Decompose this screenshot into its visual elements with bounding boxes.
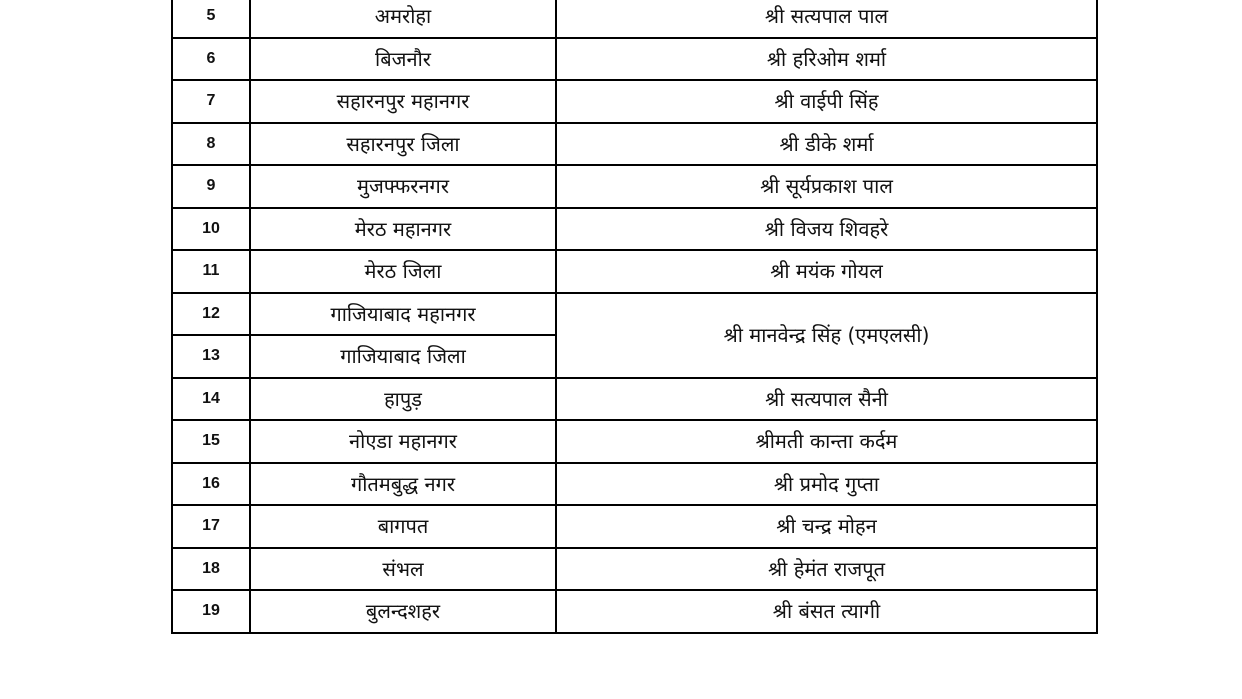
serial-number: 19 bbox=[172, 590, 250, 633]
person-name: श्री चन्द्र मोहन bbox=[556, 505, 1097, 548]
district-name: नोएडा महानगर bbox=[250, 420, 556, 463]
district-name: गाजियाबाद महानगर bbox=[250, 293, 556, 336]
person-name: श्री मयंक गोयल bbox=[556, 250, 1097, 293]
serial-number: 11 bbox=[172, 250, 250, 293]
person-name: श्री वाईपी सिंह bbox=[556, 80, 1097, 123]
district-name: मुजफ्फरनगर bbox=[250, 165, 556, 208]
person-name: श्रीमती कान्ता कर्दम bbox=[556, 420, 1097, 463]
serial-number: 10 bbox=[172, 208, 250, 251]
district-incharge-table bbox=[171, 0, 1098, 634]
table-row bbox=[172, 123, 1097, 166]
person-name: श्री हरिओम शर्मा bbox=[556, 38, 1097, 81]
serial-number: 18 bbox=[172, 548, 250, 591]
person-name: श्री बंसत त्यागी bbox=[556, 590, 1097, 633]
person-name: श्री सत्यपाल सैनी bbox=[556, 378, 1097, 421]
district-name: हापुड़ bbox=[250, 378, 556, 421]
table-row bbox=[172, 378, 1097, 421]
serial-number: 15 bbox=[172, 420, 250, 463]
serial-number: 14 bbox=[172, 378, 250, 421]
serial-number: 17 bbox=[172, 505, 250, 548]
person-name: श्री सत्यपाल पाल bbox=[556, 0, 1097, 38]
person-name: श्री हेमंत राजपूत bbox=[556, 548, 1097, 591]
district-name: सहारनपुर महानगर bbox=[250, 80, 556, 123]
district-name: मेरठ जिला bbox=[250, 250, 556, 293]
person-name: श्री प्रमोद गुप्ता bbox=[556, 463, 1097, 506]
table-row bbox=[172, 590, 1097, 633]
table-row bbox=[172, 250, 1097, 293]
table-row bbox=[172, 80, 1097, 123]
serial-number: 12 bbox=[172, 293, 250, 336]
district-name: संभल bbox=[250, 548, 556, 591]
person-name: श्री डीके शर्मा bbox=[556, 123, 1097, 166]
district-name: गौतमबुद्ध नगर bbox=[250, 463, 556, 506]
table-row bbox=[172, 420, 1097, 463]
person-name: श्री सूर्यप्रकाश पाल bbox=[556, 165, 1097, 208]
district-name: गाजियाबाद जिला bbox=[250, 335, 556, 378]
table-row bbox=[172, 208, 1097, 251]
table-row bbox=[172, 548, 1097, 591]
district-name: बिजनौर bbox=[250, 38, 556, 81]
serial-number: 6 bbox=[172, 38, 250, 81]
table-row bbox=[172, 463, 1097, 506]
table-row bbox=[172, 505, 1097, 548]
table-row bbox=[172, 165, 1097, 208]
district-name: बागपत bbox=[250, 505, 556, 548]
district-name: मेरठ महानगर bbox=[250, 208, 556, 251]
district-name: बुलन्दशहर bbox=[250, 590, 556, 633]
table-row bbox=[172, 38, 1097, 81]
serial-number: 9 bbox=[172, 165, 250, 208]
serial-number: 7 bbox=[172, 80, 250, 123]
serial-number: 13 bbox=[172, 335, 250, 378]
district-name: सहारनपुर जिला bbox=[250, 123, 556, 166]
document-table-container bbox=[171, 0, 1096, 634]
serial-number: 5 bbox=[172, 0, 250, 38]
serial-number: 16 bbox=[172, 463, 250, 506]
person-name: श्री मानवेन्द्र सिंह (एमएलसी) bbox=[556, 293, 1097, 378]
table-row bbox=[172, 0, 1097, 38]
table-row bbox=[172, 293, 1097, 336]
person-name: श्री विजय शिवहरे bbox=[556, 208, 1097, 251]
district-name: अमरोहा bbox=[250, 0, 556, 38]
serial-number: 8 bbox=[172, 123, 250, 166]
